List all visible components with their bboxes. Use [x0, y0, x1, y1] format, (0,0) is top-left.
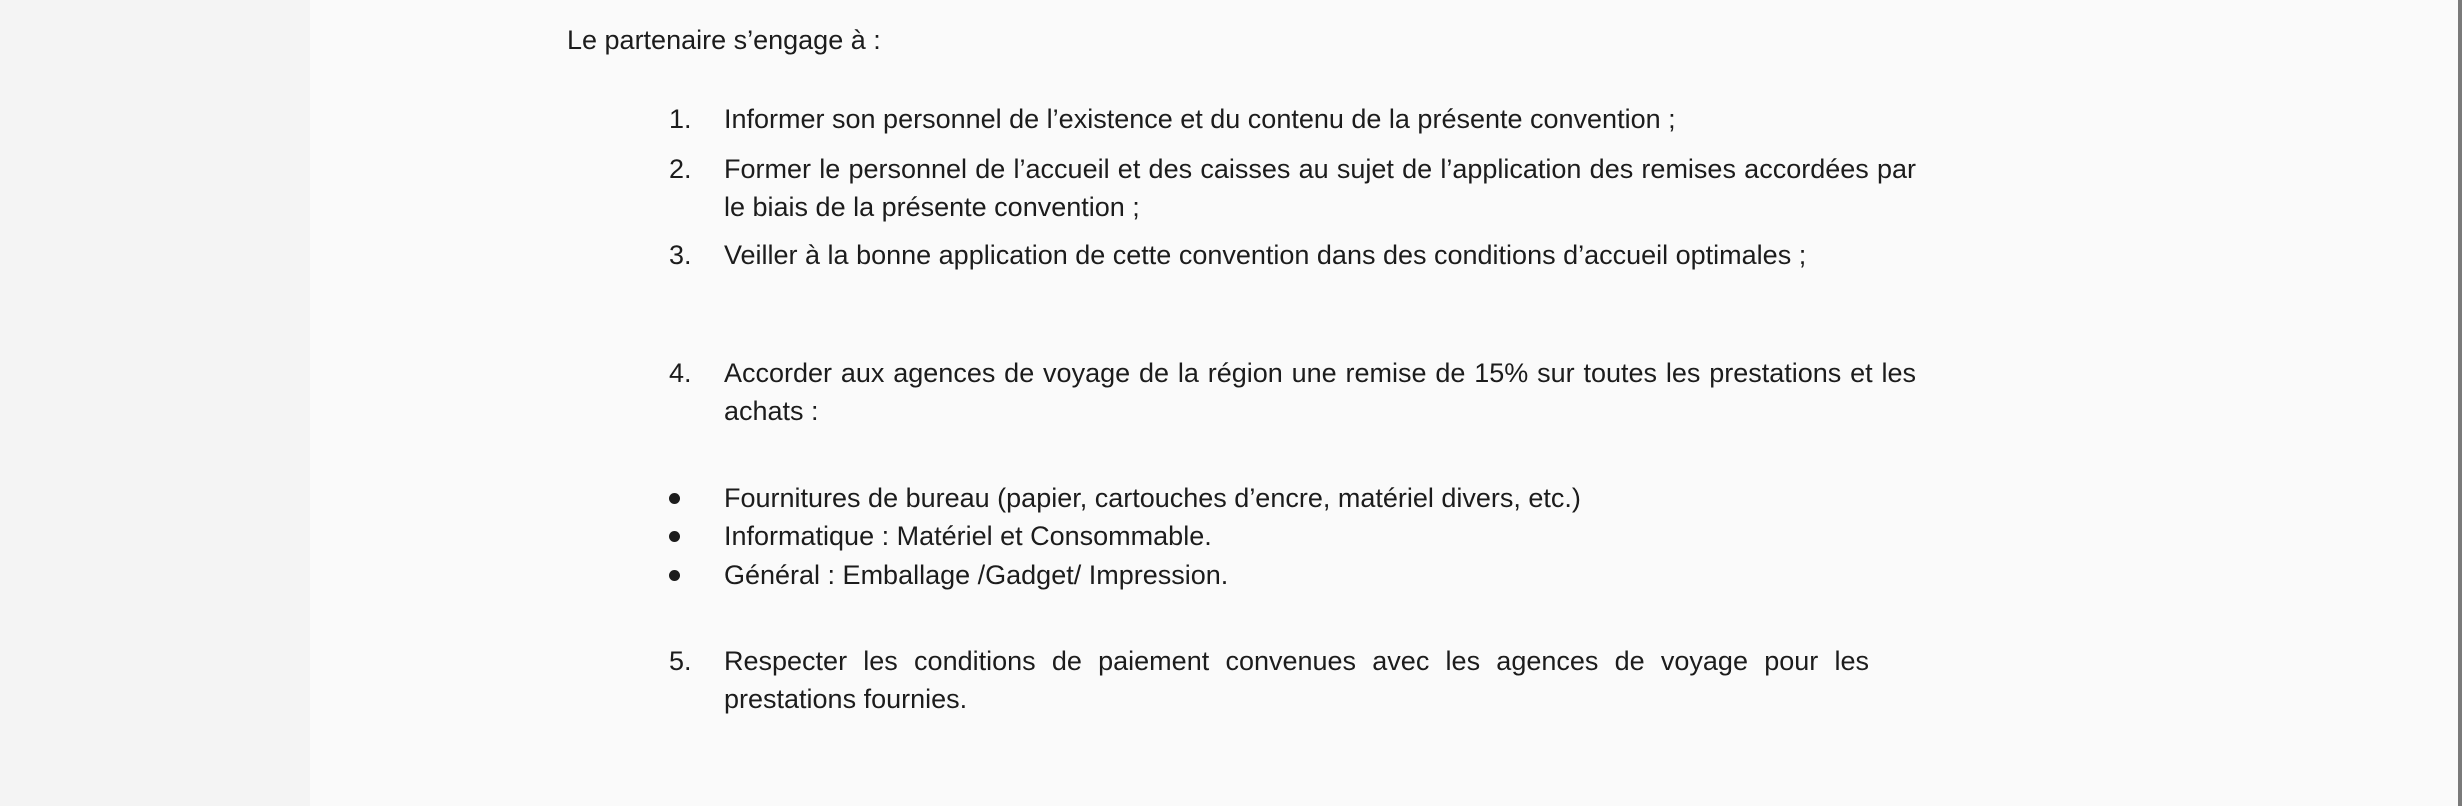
- list-text: Veiller à la bonne application de cette convention dans des conditions d’accueil optimales ;: [724, 240, 1807, 270]
- bullet-text: Informatique : Matériel et Consommable.: [724, 521, 1212, 551]
- list-item-2: [669, 150, 1916, 226]
- bullet-item-1: [669, 480, 1581, 516]
- list-number: 5.: [669, 646, 692, 676]
- list-text: Respecter les conditions de paiement convenues avec les agences de voyage pour les prestations fournies.: [724, 646, 1869, 714]
- bullet-icon: [669, 493, 680, 504]
- bullet-item-3: [669, 557, 1228, 593]
- bullet-icon: [669, 570, 680, 581]
- bullet-item-2: [669, 518, 1212, 554]
- list-number: 3.: [669, 240, 692, 270]
- list-item-1: [669, 100, 1916, 138]
- intro-paragraph: Le partenaire s’engage à :: [567, 25, 881, 55]
- bullet-icon: [669, 531, 680, 542]
- list-item-4: [669, 354, 1916, 430]
- list-text: Accorder aux agences de voyage de la région une remise de 15% sur toutes les prestations et les achats :: [724, 358, 1916, 426]
- scan-border: [2458, 0, 2462, 806]
- list-text: Informer son personnel de l’existence et du contenu de la présente convention ;: [724, 104, 1676, 134]
- bullet-text: Général : Emballage /Gadget/ Impression.: [724, 560, 1229, 590]
- list-number: 4.: [669, 358, 692, 388]
- bullet-text: Fournitures de bureau (papier, cartouches d’encre, matériel divers, etc.): [724, 483, 1581, 513]
- list-number: 1.: [669, 104, 692, 134]
- list-item-5: [669, 642, 1869, 718]
- list-text: Former le personnel de l’accueil et des caisses au sujet de l’application des remises accordées par le biais de la présente convention ;: [724, 154, 1916, 222]
- list-item-3: [669, 236, 1916, 274]
- list-number: 2.: [669, 154, 692, 184]
